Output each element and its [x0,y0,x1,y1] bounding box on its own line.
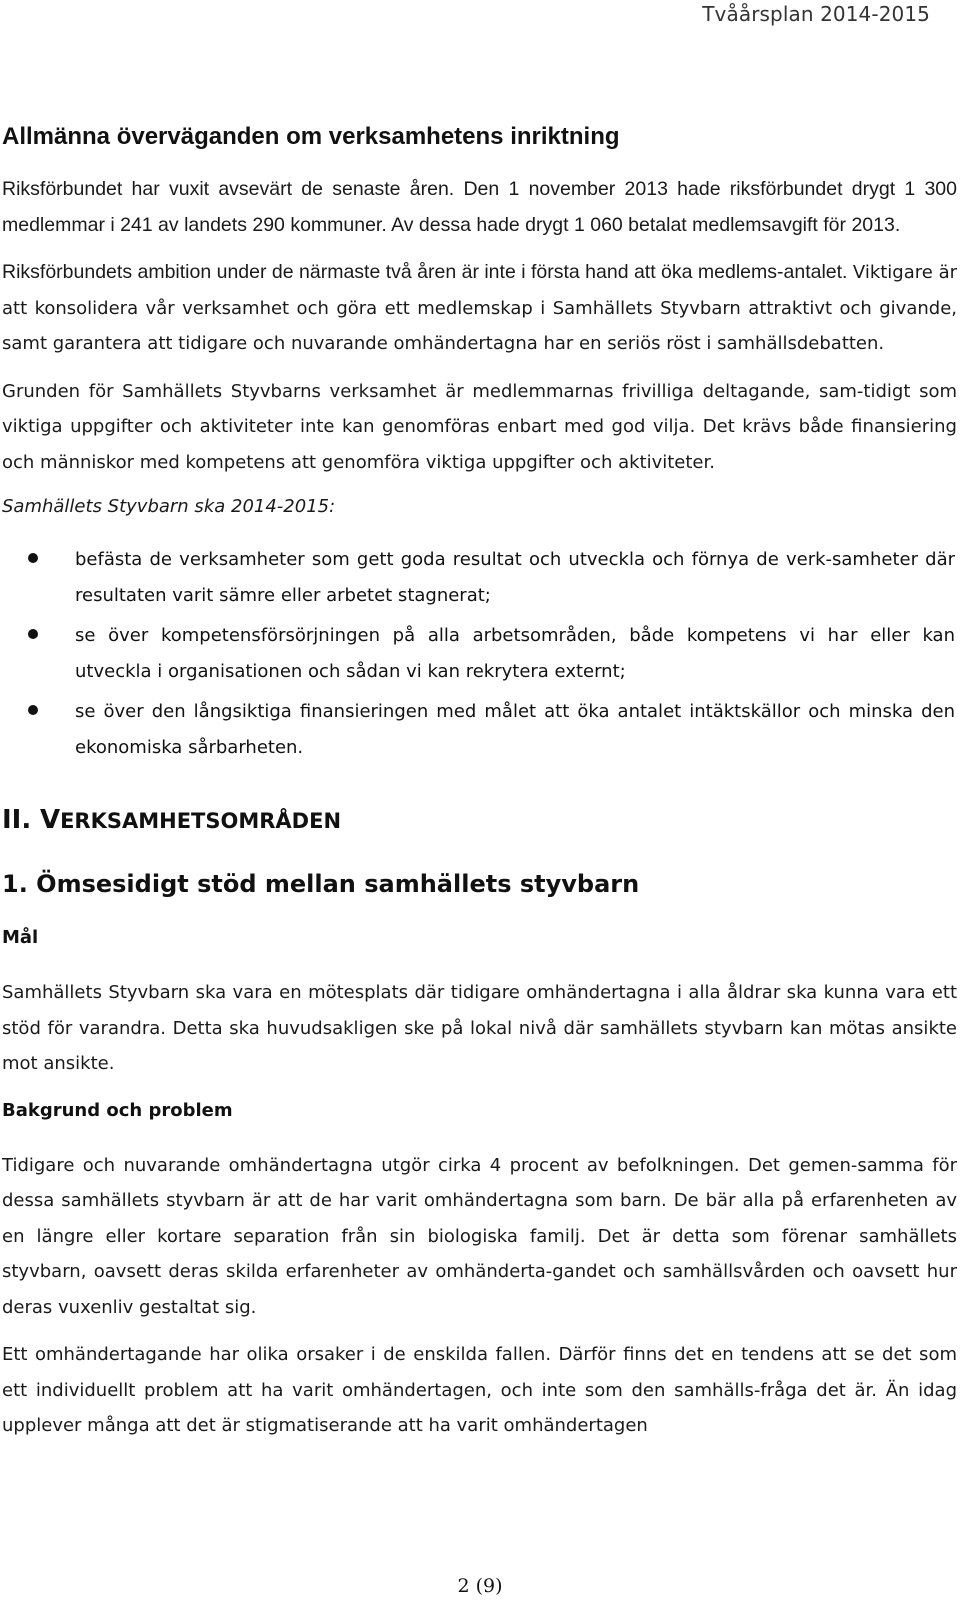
goal-heading: Mål [2,927,39,948]
paragraph-background-1: Tidigare och nuvarande omhändertagna utgör cirka 4 procent av befolkningen. Det gemen-samma för dessa samhällets styvbarn är att de har varit omhändertagna som barn. De bär alla på erfarenheten av en längre eller kortare separation från sin biologiska familj. Det är detta som förenar samhällets styvbarn, oavsett deras skilda erfarenheter av omhänderta-gandet och samhällsvården och oavsett hur deras vuxenliv gestaltat sig. [2,1154,957,1318]
page-number: 2 (9) [457,1575,503,1597]
section-numeral: II. [2,805,32,835]
section-title-initial: V [39,805,61,835]
paragraph-goal: Samhällets Styvbarn ska vara en mötesplats där tidigare omhändertagna i alla åldrar ska kunna vara ett stöd för varandra. Detta ska huvudsakligen ske på lokal nivå där samhällets styvbarn kan mötas ansikte mot ansikte. [2,982,957,1074]
list-item [0,694,955,766]
bullet-icon [28,705,38,715]
bullet-icon [28,629,38,639]
page-content [0,122,958,1456]
section-heading-roman [2,800,958,841]
background-heading: Bakgrund och problem [2,1099,233,1121]
goals-list [0,542,958,766]
list-item-text: se över kompetensförsörjningen på alla arbetsområden, både kompetens vi har eller kan utveckla i organisationen och sådan vi kan rekrytera externt; [75,625,955,682]
paragraph-ambition [2,255,957,362]
paragraph-ambition-part-1: Riksförbundets ambition under de närmaste två åren är inte i första hand att öka medlems-antalet. [2,261,848,283]
running-header: Tvåårsplan 2014-2015 [702,2,930,26]
list-item-text: se över den långsiktiga finansieringen med målet att öka antalet intäktskällor och minska den ekonomiska sårbarheten. [75,701,955,758]
list-item [0,618,955,690]
list-item [0,542,955,614]
paragraph-ambition-part-2: Viktigare är att konsolidera vår verksamhet och göra ett medlemskap i Samhällets Styvbarn attraktivt och givande, samt garantera att tidigare och nuvarande omhändertagna har en seriös röst i samhällsdebatten. [2,262,957,354]
bullet-icon [28,553,38,563]
paragraph-foundation: Grunden för Samhällets Styvbarns verksamhet är medlemmarnas frivilliga deltagande, sam-tidigt som viktiga uppgifter och aktiviteter inte kan genomföras enbart med god vilja. Det krävs både finansiering och människor med kompetens att genomföra viktiga uppgifter och aktiviteter. [2,380,957,473]
section-heading-general: Allmänna överväganden om verksamhetens inriktning [2,123,620,150]
list-item-text: befästa de verksamheter som gett goda resultat och utveckla och förnya de verk-samheter där resultaten varit sämre eller arbetet stagnerat; [75,549,955,606]
subsection-heading: 1. Ömsesidigt stöd mellan samhällets styvbarn [2,870,640,898]
goals-intro: Samhällets Styvbarn ska 2014-2015: [2,496,336,517]
paragraph-membership: Riksförbundet har vuxit avsevärt de senaste åren. Den 1 november 2013 hade riksförbundet drygt 1 300 medlemmar i 241 av landets 290 kommuner. Av dessa hade drygt 1 060 betalat medlemsavgift för 2013. [2,178,957,236]
paragraph-background-2: Ett omhändertagande har olika orsaker i de enskilda fallen. Därför finns det en tendens att se det som ett individuellt problem att ha varit omhändertagen, och inte som den samhälls-fråga det är. Än idag upplever många att det är stigmatiserande att ha varit omhändertagen [2,1344,957,1436]
section-title-rest: ERKSAMHETSOMRÅDEN [60,809,342,833]
